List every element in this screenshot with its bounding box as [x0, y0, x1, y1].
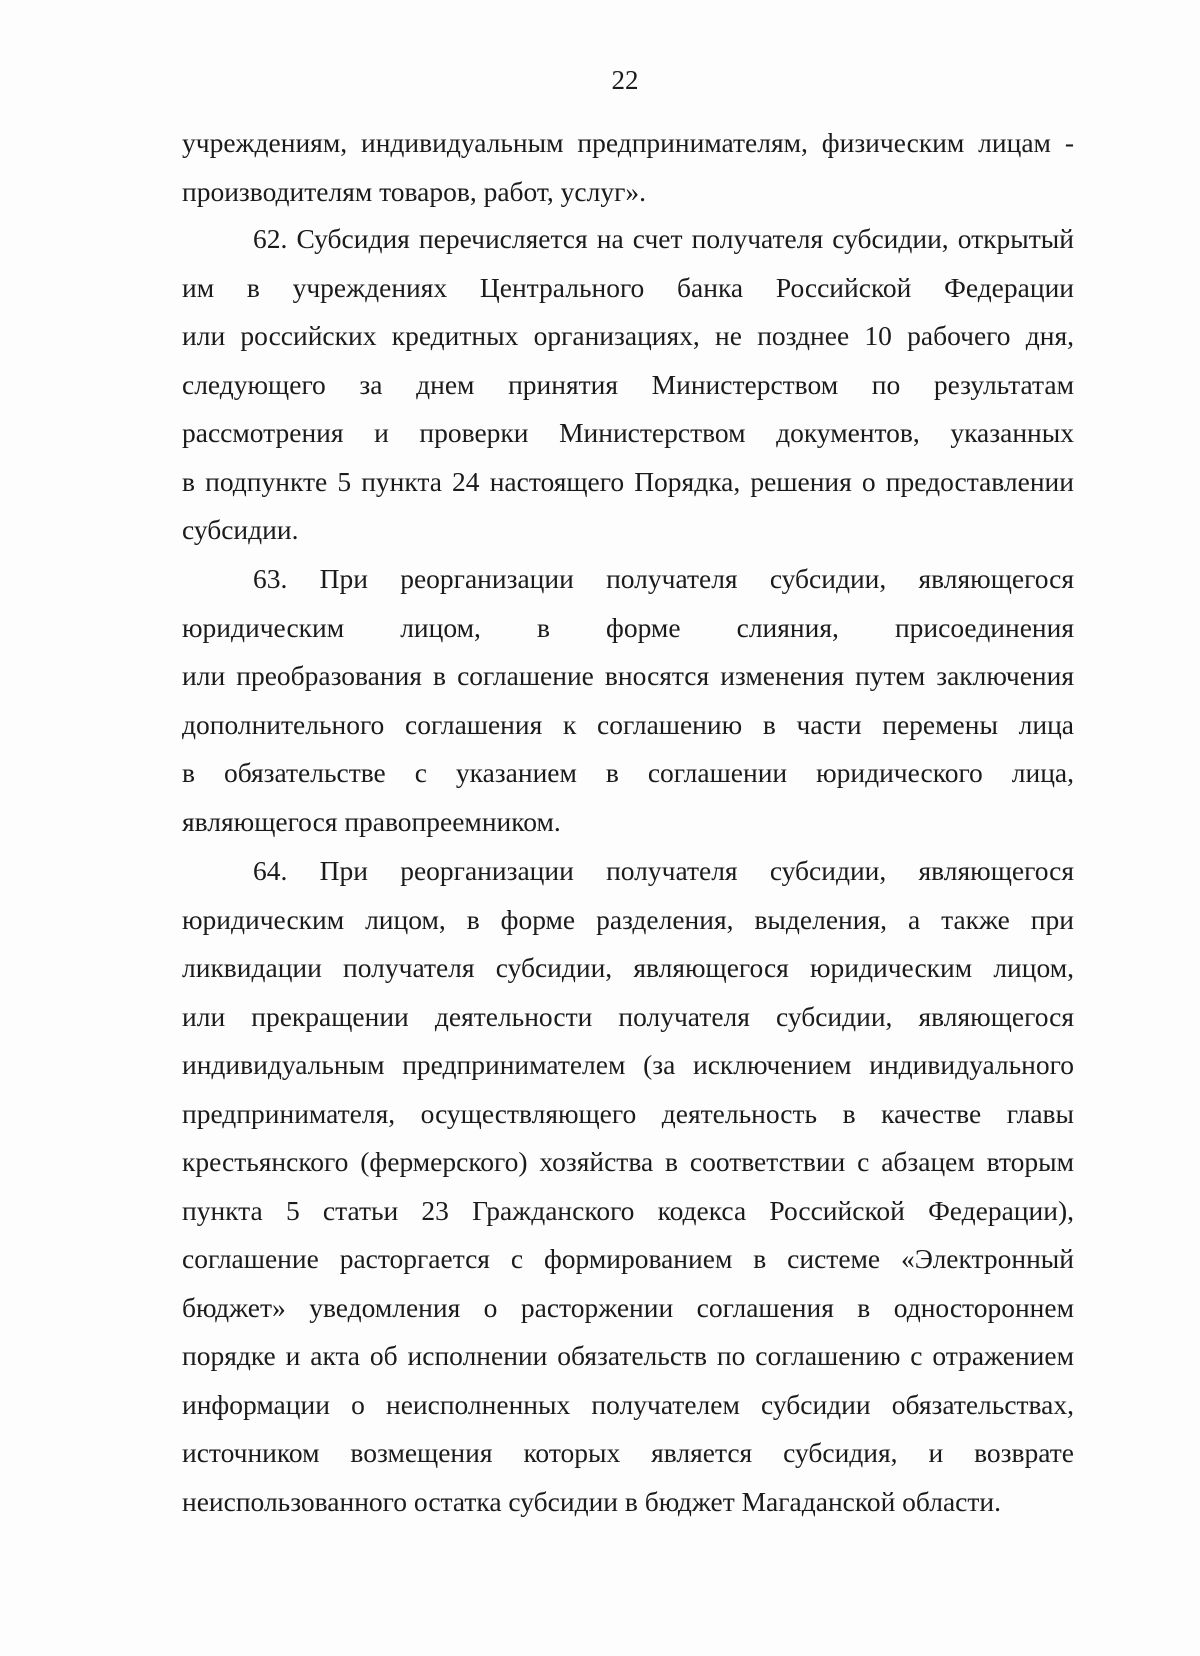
paragraph-63 — [182, 555, 1074, 846]
text-line: следующего за днем принятия Министерством по результатам — [182, 368, 1074, 400]
text-line: индивидуальным предпринимателем (за исключением индивидуального — [182, 1049, 1074, 1080]
text-line: соглашение расторгается с формированием в системе «Электронный — [182, 1243, 1074, 1274]
text-line: или преобразования в соглашение вносятся изменения путем заключения — [182, 660, 1074, 691]
text-line: в обязательстве с указанием в соглашении юридического лица, — [182, 757, 1074, 788]
text-line: юридическим лицом, в форме слияния, присоединения — [182, 611, 1074, 643]
paragraph-continuation — [182, 119, 1074, 216]
text-line: порядке и акта об исполнении обязательств по соглашению с отражением — [182, 1340, 1074, 1371]
text-line: бюджет» уведомления о расторжении соглашения в одностороннем — [182, 1291, 1074, 1323]
text-line: информации о неисполненных получателем субсидии обязательствах, — [182, 1388, 1074, 1420]
text-line: субсидии. — [182, 514, 299, 545]
paragraph-64 — [182, 847, 1074, 1526]
text-line: 62. Субсидия перечисляется на счет получателя субсидии, открытый — [253, 223, 1074, 254]
text-line: неиспользованного остатка субсидии в бюджет Магаданской области. — [182, 1485, 1001, 1517]
text-line: 63. При реорганизации получателя субсидии, являющегося — [253, 563, 1074, 594]
text-line: дополнительного соглашения к соглашению в части перемены лица — [182, 708, 1074, 740]
text-line: источником возмещения которых является субсидия, и возврате — [182, 1437, 1074, 1468]
text-line: ликвидации получателя субсидии, являющегося юридическим лицом, — [182, 952, 1074, 983]
text-line: в подпункте 5 пункта 24 настоящего Порядка, решения о предоставлении — [182, 465, 1074, 497]
text-line: рассмотрения и проверки Министерством документов, указанных — [182, 417, 1074, 448]
text-line: производителям товаров, работ, услуг». — [182, 175, 646, 207]
text-line: являющегося правопреемником. — [182, 805, 561, 837]
text-line: учреждениям, индивидуальным предпринимателям, физическим лицам - — [182, 127, 1074, 158]
text-line: или прекращении деятельности получателя субсидии, являющегося — [182, 1000, 1074, 1032]
text-line: 64. При реорганизации получателя субсидии, являющегося — [253, 855, 1074, 886]
text-line: или российских кредитных организациях, не позднее 10 рабочего дня, — [182, 320, 1074, 351]
page-number: 22 — [611, 65, 639, 95]
text-line: крестьянского (фермерского) хозяйства в соответствии с абзацем вторым — [182, 1146, 1074, 1177]
text-line: предпринимателя, осуществляющего деятельность в качестве главы — [182, 1097, 1074, 1129]
text-line: им в учреждениях Центрального банка Российской Федерации — [182, 271, 1074, 303]
text-line: пункта 5 статьи 23 Гражданского кодекса Российской Федерации), — [182, 1194, 1074, 1226]
text-line: юридическим лицом, в форме разделения, выделения, а также при — [182, 903, 1074, 935]
paragraph-62 — [182, 215, 1074, 555]
